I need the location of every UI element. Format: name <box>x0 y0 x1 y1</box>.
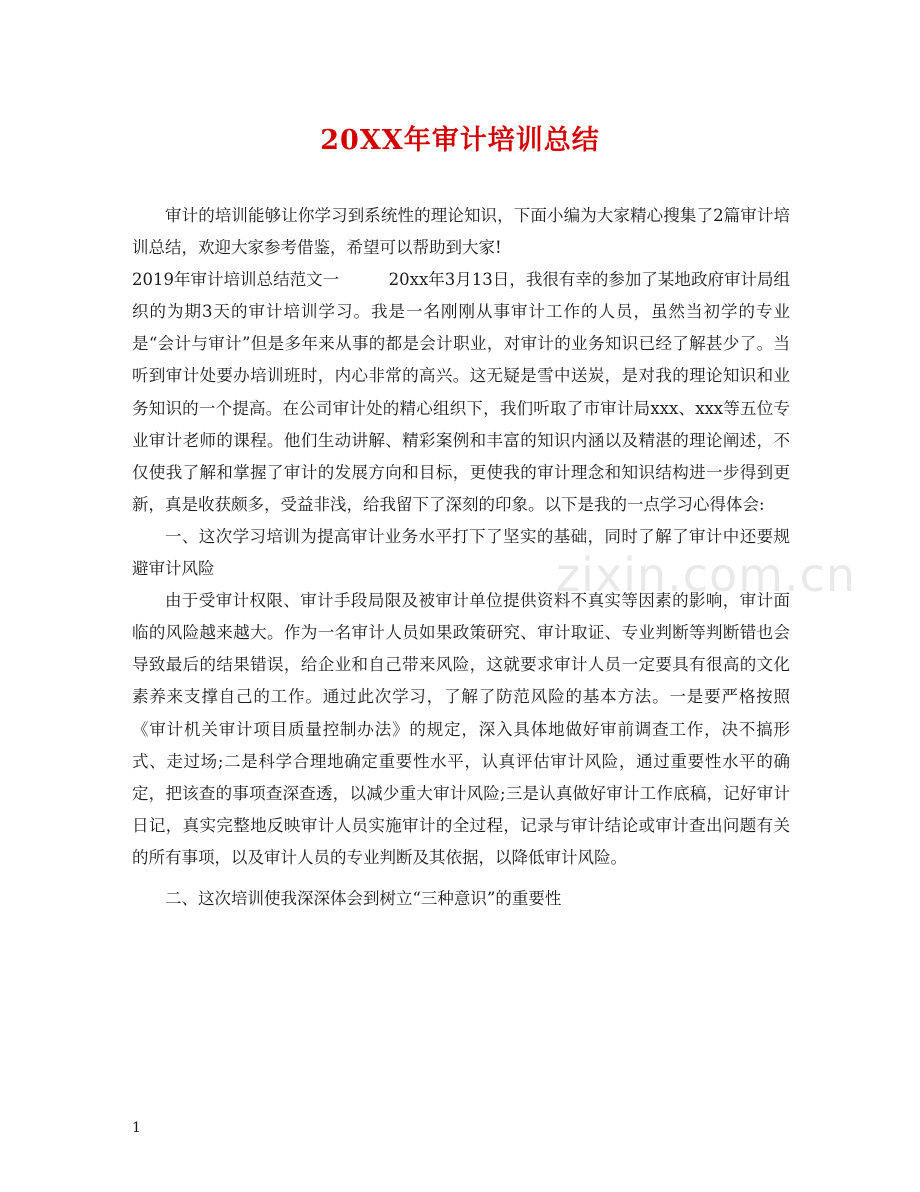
watermark: zixin.com.cn <box>556 548 857 602</box>
section-two-heading: 二、这次培训使我深深体会到树立“三种意识”的重要性 <box>165 888 562 908</box>
section-one-heading: 一、这次学习培训为提高审计业务水平打下了坚实的基础，同时了解了审计中还要规避审计风险 <box>132 526 790 579</box>
page-number: 1 <box>132 1120 141 1136</box>
section-one-paragraph: 由于受审计权限、审计手段局限及被审计单位提供资料不真实等因素的影响，审计面临的风险越来越大。作为一名审计人员如果政策研究、审计取证、专业判断等判断错也会导致最后的结果错误，给企业和自己带来风险，这就要求审计人员一定要具有很高的文化素养来支撑自己的工作。通过此次学习，了解了防范风险的基本方法。一是要严格按照《审计机关审计项目质量控制办法》的规定，深入具体地做好审前调查工作，决不搞形式、走过场;二是科学合理地确定重要性水平，认真评估审计风险，通过重要性水平的确定，把该查的事项查深查透，以减少重大审计风险;三是认真做好审计工作底稿，记好审计日记，真实完整地反映审计人员实施审计的全过程，记录与审计结论或审计查出问题有关的所有事项，以及审计人员的专业判断及其依据，以降低审计风险。 <box>132 591 790 867</box>
article-one-paragraph: 2019年审计培训总结范文一 20xx年3月13日，我很有幸的参加了某地政府审计局组织的为期3天的审计培训学习。我是一名刚刚从事审计工作的人员，虽然当初学的专业是“会计与审计”但是多年来从事的都是会计职业，对审计的业务知识已经了解甚少了。当听到审计处要办培训班时，内心非常的高兴。这无疑是雪中送炭，是对我的理论知识和业务知识的一个提高。在公司审计处的精心组织下，我们听取了市审计局xxx、xxx等五位专业审计老师的课程。他们生动讲解、精彩案例和丰富的知识内涵以及精湛的理论阐述，不仅使我了解和掌握了审计的发展方向和目标，更使我的审计理念和知识结构进一步得到更新，真是收获颇多，受益非浅，给我留下了深刻的印象。以下是我的一点学习心得体会: <box>132 270 790 514</box>
intro-paragraph: 审计的培训能够让你学习到系统性的理论知识，下面小编为大家精心搜集了2篇审计培训总结，欢迎大家参考借鉴，希望可以帮助到大家! <box>132 206 790 258</box>
document-title: 20XX年审计培训总结 <box>320 125 600 156</box>
document-body <box>132 200 790 915</box>
